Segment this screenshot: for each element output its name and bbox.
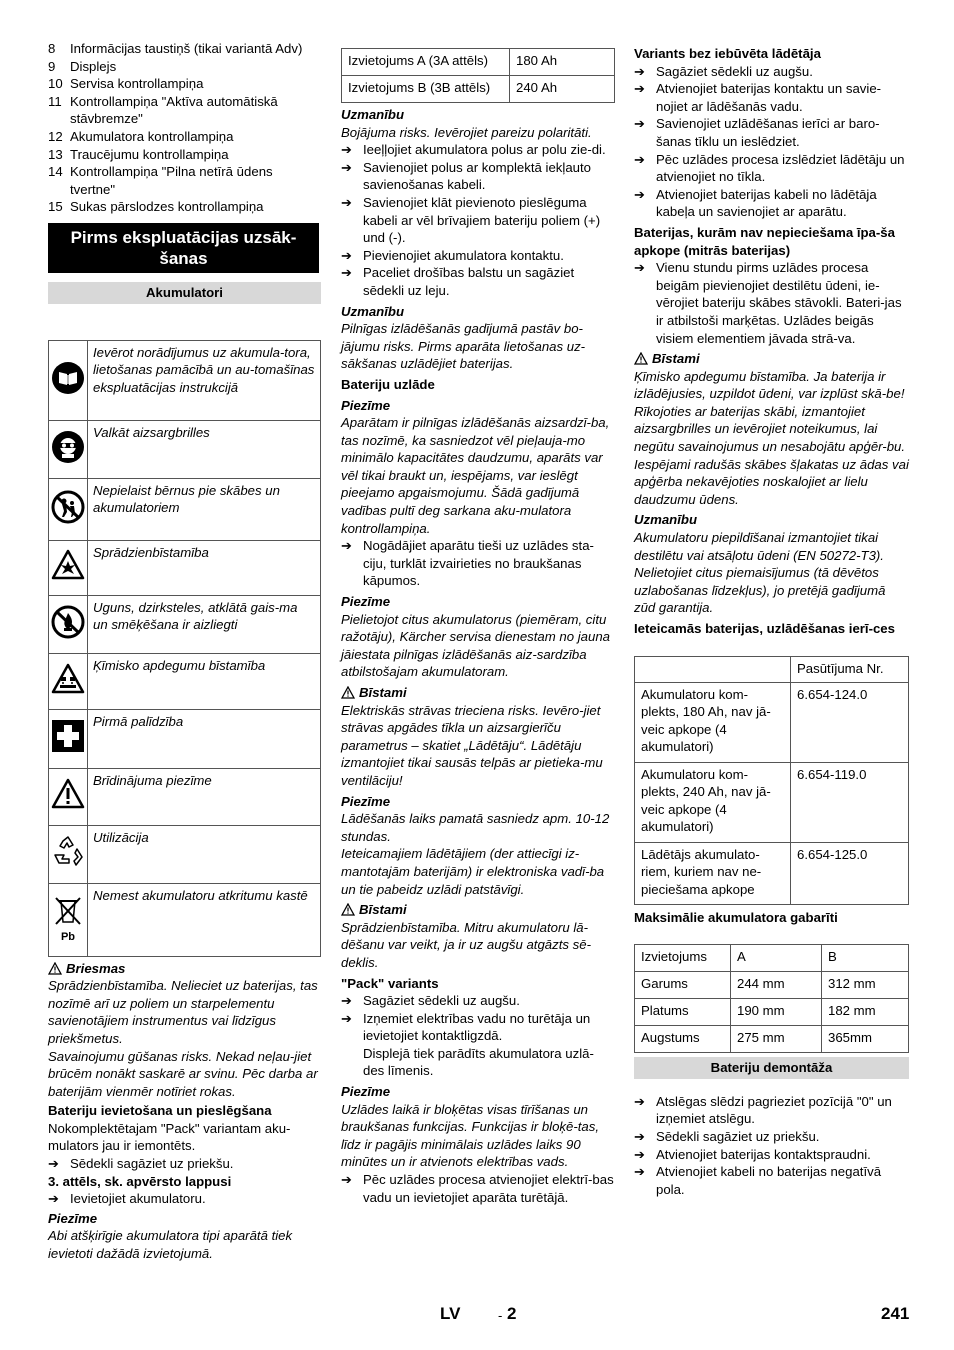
danger-heading: Bīstami <box>634 350 909 368</box>
table-row: Izvietojums A B <box>635 945 909 972</box>
arrow-icon: ➔ <box>341 142 352 158</box>
language-code: LV <box>440 1304 461 1323</box>
keep-children-away-icon <box>49 478 88 540</box>
arrow-icon: ➔ <box>341 159 352 175</box>
danger-heading: Bīstami <box>341 684 615 702</box>
list-item: ➔ Sēdekli sagāziet uz priekšu. <box>48 1156 234 1172</box>
list-item: ➔ Pēc uzlādes procesa atvienojiet elektrī-bas vadu un ievietojiet aparāta turētājā. <box>341 1172 614 1205</box>
capacity-table <box>341 48 615 103</box>
warning-icon <box>49 768 88 825</box>
list-item: ➔ Vienu stundu pirms uzlādes procesa beigām pievienojiet destilētu ūdeni, ie-vērojiet bateriju skābes stāvokli. Bateri-jas ir atbilstoši marķētas. Uzlādes beigās visiem elementiem jāvada strā-va. <box>634 260 902 346</box>
warning-icon <box>634 352 648 365</box>
table-row: Pirmā palīdzība <box>49 709 321 768</box>
list-item: 13 Traucējumu kontrollampiņa <box>48 146 229 162</box>
indicator-list <box>48 40 321 216</box>
charge-heading: Bateriju uzlāde <box>341 376 435 392</box>
table-row: Garums 244 mm 312 mm <box>635 972 909 999</box>
figure-reference: 3. attēls, sk. apvērsto lappusi <box>48 1173 232 1189</box>
section-title: Pirms ekspluatācijas uzsāk-šanas <box>48 223 319 273</box>
table-row: Akumulatoru kom-plekts, 240 Ah, nav jā-veic apkope (4 akumulatori) 6.654-119.0 <box>635 762 909 842</box>
list-item: ➔ Sagāziet sēdekli uz augšu. <box>634 63 813 79</box>
first-aid-icon <box>49 709 88 768</box>
list-item: 11 Kontrollampiņa "Aktīva automātiskā stāvbremze" <box>48 93 278 127</box>
table-row: Pb Nemest akumulatoru atkritumu kastē <box>49 883 321 956</box>
list-item: ➔ Nogādājiet aparātu tieši uz uzlādes sta-ciju, turklāt izvairieties no braukšanas kāpumos. <box>341 538 594 589</box>
arrow-icon: ➔ <box>634 1093 645 1109</box>
wet-battery-heading: Baterijas, kurām nav nepieciešama īpa-ša apkope (mitrās baterijas) <box>634 224 895 258</box>
arrow-icon: ➔ <box>634 116 645 132</box>
table-row: Lādētājs akumulato-riem, kuriem nav ne-pieciešama apkope 6.654-125.0 <box>635 842 909 904</box>
table-row: Pasūtījuma Nr. <box>635 656 909 682</box>
arrow-icon: ➔ <box>341 194 352 210</box>
list-item: 12 Akumulatora kontrollampiņa <box>48 128 234 144</box>
arrow-icon: ➔ <box>634 1164 645 1180</box>
dimensions-table <box>634 944 909 1053</box>
table-row: Utilizācija <box>49 825 321 883</box>
recommended-heading: Ieteicamās baterijas, uzlādēšanas ierī-ces <box>634 621 895 636</box>
column-left: 8 Informācijas taustiņš (tikai variantā Adv) 9 Displejs 10 Servisa kontrollampiņa 11 Kontrollampiņa "Aktīva automātiskā stāvbremze" 12 Akumulatora kontrollampiņa 13 Traucējumu kontrollampiņa 14 Kontrollampiņa "Pilna netīrā ūdens tvertne" 15 Sukas pārslodzes kontrollampiņa Pirms ekspluatācijas uzsāk-šanas Akumulatori Ievērot norādījumus uz akumula-tora, lietošanas pamācībā un au-tomašīnas ekspluatācijas instrukcijā Valkāt aizsargbrilles Nepielaist bērnus pie skābes un akumulatoriem Sprādzienbīstamība Uguns, dzirksteles, atklātā gais-ma un smēķēšana ir aizliegti Ķīmisko apdegumu bīstamība Pirmā palīdzība Brīdinājuma piezīme Utilizācija Pb Nemest akumulatoru atkritumu kastē Briesmas Sprādzienbīstamība. Nelieciet uz baterijas, tas nozīmē arī uz poliem un starpelementu savienotājiem instrumentus vai līdzīgus priekšmetus. Savainojumu gūšanas risks. Nekad neļau-jiet brūcēm nonākt saskarē ar svinu. Pēc darba ar baterijām vienmēr notīriet rokas. Bateriju ievietošana un pieslēgšana Nokomplektētajam "Pack" variantam aku-mulators jau ir iemontēts. ➔ Sēdekli sagāziet uz priekšu. 3. attēls, sk. apvērsto lappusi ➔ Ievietojiet akumulatoru. Piezīme Abi atšķirīgie akumulatora tipi aparātā tiek ievietoti dažādā izvietojumā. <box>48 40 321 1263</box>
table-row: Akumulatoru kom-plekts, 180 Ah, nav jā-veic apkope (4 akumulatori) 6.654-124.0 <box>635 682 909 762</box>
list-item: ➔ Sagāziet sēdekli uz augšu. <box>341 993 520 1009</box>
no-charger-heading: Variants bez iebūvēta lādētāja <box>634 46 821 61</box>
arrow-icon: ➔ <box>341 265 352 281</box>
table-row: Ķīmisko apdegumu bīstamība <box>49 653 321 709</box>
manual-icon <box>49 340 88 420</box>
page-number: 241 <box>881 1304 910 1323</box>
warning-icon <box>48 962 62 975</box>
arrow-icon: ➔ <box>341 1010 352 1026</box>
list-item: ➔ Savienojiet polus ar komplektā iekļauto savienošanas kabeli. <box>341 159 591 193</box>
goggles-icon <box>49 420 88 478</box>
list-item: 8 Informācijas taustiņš (tikai variantā Adv) <box>48 41 303 56</box>
arrow-icon: ➔ <box>341 1172 352 1188</box>
pb-label: Pb <box>60 930 76 943</box>
table-row: Valkāt aizsargbrilles <box>49 420 321 478</box>
arrow-icon: ➔ <box>634 63 645 79</box>
list-item: ➔ Atvienojiet kabeli no baterijas negatīvā pola. <box>634 1164 882 1197</box>
table-row: Izvietojums A (3A attēls) 180 Ah <box>342 49 615 76</box>
list-item: ➔ Pievienojiet akumulatora kontaktu. <box>341 247 564 263</box>
warning-icon <box>341 686 355 699</box>
table-row: Uguns, dzirksteles, atklātā gais-ma un smēķēšana ir aizliegti <box>49 595 321 653</box>
pack-heading: "Pack" variants <box>341 975 439 991</box>
list-item: ➔ Savienojiet uzlādēšanas ierīci ar baro-šanas tīklu un ieslēdziet. <box>634 116 880 149</box>
list-item: ➔ Atvienojiet baterijas kontaktspraudni. <box>634 1146 871 1162</box>
list-item: ➔ Savienojiet klāt pievienoto pieslēguma kabeli ar vēl brīvajiem bateriju poliem (+) und (-). <box>341 194 601 246</box>
arrow-icon: ➔ <box>634 186 645 202</box>
list-item: 10 Servisa kontrollampiņa <box>48 76 204 92</box>
list-item: ➔ Ievietojiet akumulatoru. <box>48 1191 206 1207</box>
column-right: Variants bez iebūvēta lādētāja ➔ Sagāziet sēdekli uz augšu. ➔ Atvienojiet baterijas kontaktu un savie-nojiet ar lādēšanās vadu. ➔ Savienojiet uzlādēšanas ierīci ar baro-šanas tīklu un ieslēdziet. ➔ Pēc uzlādes procesa izslēdziet lādētāju un atvienojiet no tīkla. ➔ Atvienojiet baterijas kabeli no lādētāja kabeļa un savienojiet ar aparātu. Baterijas, kurām nav nepieciešama īpa-ša apkope (mitrās baterijas) ➔ Vienu stundu pirms uzlādes procesa beigām pievienojiet destilētu ūdeni, ie-vērojiet bateriju skābes stāvokli. Bateri-jas ir atbilstoši marķētas. Uzlādes beigās visiem elementiem jāvada strā-va. Bīstami Ķīmisko apdegumu bīstamība. Ja baterija ir izlādējusies, uzpildot ūdeni, var izplūst skā-be! Rīkojoties ar baterijas skābi, izmantojiet aizsargbrilles un ievērojiet noteikumus, lai negūtu savainojumus un nesabojātu apģēr-bu. Iespējami radušās skābes šļakatas uz ādas vai apģērba nekavējoties noskalojiet ar lielu daudzumu ūdens. Uzmanību Akumulatoru piepildīšanai izmantojiet tikai destilētu vai atsāļotu ūdeni (EN 50272-T3). Nelietojiet citus piemaisījumus (tā dēvētos uzlabošanas līdzekļus), jo pretējā gadījumā zūd garantija. Ieteicamās baterijas, uzlādēšanas ierī-ces Pasūtījuma Nr. Akumulatoru kom-plekts, 180 Ah, nav jā-veic apkope (4 akumulatori) 6.654-124.0 Akumulatoru kom-plekts, 240 Ah, nav jā-veic apkope (4 akumulatori) 6.654-119.0 Lādētājs akumulato-riem, kuriem nav ne-pieciešama apkope 6.654-125.0 Maksimālie akumulatora gabarīti Izvietojums A B Garums 244 mm 312 mm Platums 190 mm 182 mm Augstums 275 mm 365mm Bateriju demontāža ➔ Atslēgas slēdzi pagrieziet pozīcijā "0" un izņemiet atslēgu. ➔ Sēdekli sagāziet uz priekšu. ➔ Atvienojiet baterijas kontaktspraudni. ➔ Atvienojiet kabeli no baterijas negatīvā pola. <box>634 46 909 1197</box>
column-middle: Izvietojums A (3A attēls) 180 Ah Izvietojums B (3B attēls) 240 Ah Uzmanību Bojājuma risks. Ievērojiet pareizu polaritāti. ➔ Ieeļļojiet akumulatora polus ar polu zie-di. ➔ Savienojiet polus ar komplektā iekļauto savienošanas kabeli. ➔ Savienojiet klāt pievienoto pieslēguma kabeli ar vēl brīvajiem bateriju poliem (+) und (-). ➔ Pievienojiet akumulatora kontaktu. ➔ Paceliet drošības balstu un sagāziet sēdekli uz leju. Uzmanību Pilnīgas izlādēšanās gadījumā pastāv bo-jājumu risks. Pirms aparāta lietošanas uz-sākšanas uzlādējiet baterijas. Bateriju uzlāde Piezīme Aparātam ir pilnīgas izlādēšanās aizsardzī-ba, tas nozīmē, ka sasniedzot vēl pieļauja-mo minimālo kapacitātes daudzumu, aparāts var vēl tikai braukt un, iespējams, var ieslēgt pieejamo apgaismojumu. Šādā gadījumā vadības pultī deg sarkana aku-mulatora kontrollampiņa. ➔ Nogādājiet aparātu tieši uz uzlādes sta-ciju, turklāt izvairieties no braukšanas kāpumos. Piezīme Pielietojot citus akumulatorus (piemēram, citu ražotāju), Kärcher servisa dienestam no jauna jāiestata pilnīgas izlādēšanās aiz-sardzība atbilstošajam akumulatoram. Bīstami Elektriskās strāvas trieciena risks. Ievēro-jiet strāvas apgādes tīkla un aizsargierīču parametrus – skatiet „Lādētāju“. Lādētāju izmantojiet tikai sausās telpās ar pietieka-mu ventilāciju! Piezīme Lādēšanās laiks pamatā sasniedz apm. 10-12 stundas. Ieteicamajiem lādētājiem (der attiecīgi iz-mantotajām baterijām) ir elektroniska vadī-ba un tie pabeidz uzlādi patstāvīgi. Bīstami Sprādzienbīstamība. Mitru akumulatoru lā-dēšanu var veikt, ja ir uz augšu atgāzts sē-deklis. "Pack" variants ➔ Sagāziet sēdekli uz augšu. ➔ Izņemiet elektrības vadu no turētāja un ievietojiet kontaktligzdā. Displejā tiek parādīts akumulatora uzlā-des līmenis. Piezīme Uzlādes laikā ir bloķētas visas tīrīšanas un braukšanas funkcijas. Funkcijas ir bloķē-tas, līdz ir pagājis minimālais uzlādes laiks 90 minūtes un ir atvienots elektrības vads. ➔ Pēc uzlādes procesa atvienojiet elektrī-bas vadu un ievietojiet aparāta turētājā. <box>341 48 615 1206</box>
list-item: ➔ Ieeļļojiet akumulatora polus ar polu zie-di. <box>341 142 606 158</box>
recycle-icon <box>49 825 88 883</box>
arrow-icon: ➔ <box>341 538 352 554</box>
arrow-icon: ➔ <box>634 1128 645 1144</box>
table-row: Augstums 275 mm 365mm <box>635 1026 909 1053</box>
subsection-title: Akumulatori <box>48 282 321 304</box>
table-row: Brīdinājuma piezīme <box>49 768 321 825</box>
table-row: Platums 190 mm 182 mm <box>635 999 909 1026</box>
list-item: ➔ Pēc uzlādes procesa izslēdziet lādētāju un atvienojiet no tīkla. <box>634 151 905 185</box>
list-item: ➔ Sēdekli sagāziet uz priekšu. <box>634 1128 820 1144</box>
arrow-icon: ➔ <box>341 247 352 263</box>
install-heading: Bateriju ievietošana un pieslēgšana <box>48 1103 272 1119</box>
list-item: ➔ Izņemiet elektrības vadu no turētāja un ievietojiet kontaktligzdā. <box>341 1010 591 1044</box>
list-item: 14 Kontrollampiņa "Pilna netīrā ūdens tvertne" <box>48 164 273 197</box>
explosion-icon <box>49 540 88 595</box>
list-item: ➔ Paceliet drošības balstu un sagāziet sēdekli uz leju. <box>341 265 575 298</box>
removal-heading: Bateriju demontāža <box>634 1057 909 1079</box>
no-fire-icon <box>49 595 88 653</box>
table-row: Izvietojums B (3B attēls) 240 Ah <box>342 76 615 103</box>
arrow-icon: ➔ <box>634 151 645 167</box>
danger-heading: Briesmas <box>48 960 321 978</box>
corrosive-icon <box>49 653 88 709</box>
table-row: Ievērot norādījumus uz akumula-tora, lietošanas pamācībā un au-tomašīnas ekspluatācijas instrukcijā <box>49 340 321 420</box>
list-item: ➔ Atvienojiet baterijas kabeli no lādētāja kabeļa un savienojiet ar aparātu. <box>634 186 877 220</box>
arrow-icon: ➔ <box>341 993 352 1009</box>
list-item: ➔ Atvienojiet baterijas kontaktu un savie-nojiet ar lādēšanās vadu. <box>634 81 882 114</box>
warning-icon <box>341 903 355 916</box>
danger-heading: Bīstami <box>341 901 615 919</box>
arrow-icon: ➔ <box>634 1146 645 1162</box>
no-trash-bin-icon <box>49 883 88 956</box>
table-row: Nepielaist bērnus pie skābes un akumulatoriem <box>49 478 321 540</box>
local-page-number: 2 <box>507 1304 517 1323</box>
list-item: 9 Displejs <box>48 58 117 74</box>
symbol-table <box>48 340 321 957</box>
table-row: Sprādzienbīstamība <box>49 540 321 595</box>
list-item: 15 Sukas pārslodzes kontrollampiņa <box>48 199 264 215</box>
order-table <box>634 656 909 905</box>
dimensions-heading: Maksimālie akumulatora gabarīti <box>634 909 838 925</box>
arrow-icon: ➔ <box>48 1191 59 1207</box>
arrow-icon: ➔ <box>634 260 645 276</box>
arrow-icon: ➔ <box>634 81 645 97</box>
arrow-icon: ➔ <box>48 1156 59 1172</box>
list-item: ➔ Atslēgas slēdzi pagrieziet pozīcijā "0" un izņemiet atslēgu. <box>634 1093 892 1127</box>
